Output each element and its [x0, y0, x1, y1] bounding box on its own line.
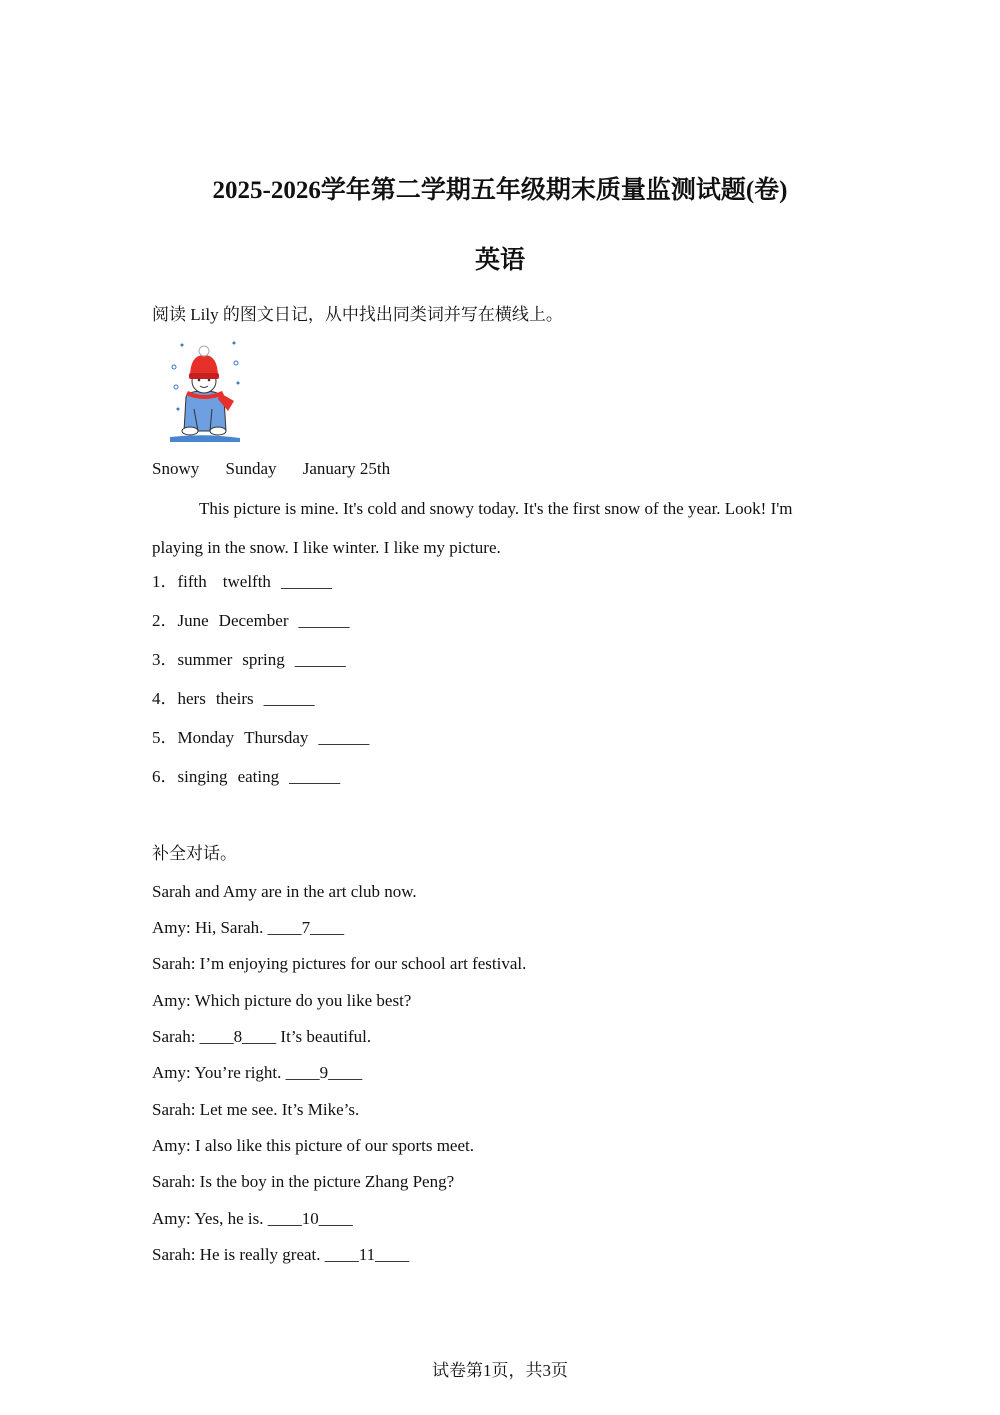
question-1: [152, 571, 332, 593]
question-number: 6．: [152, 767, 178, 786]
question-number: 5．: [152, 728, 178, 747]
dialogue-line: Amy: Hi, Sarah. ____7____: [152, 918, 345, 937]
dialogue-line: Sarah: ____8____ It’s beautiful.: [152, 1027, 372, 1046]
subject-title: 英语: [474, 247, 525, 274]
word: hers: [177, 689, 206, 708]
dialogue-line: Sarah: Let me see. It’s Mike’s.: [152, 1100, 360, 1119]
answer-blank[interactable]: ______: [280, 572, 332, 591]
diary-weather: Snowy: [152, 459, 200, 478]
question-number: 1．: [152, 572, 178, 591]
diary-picture: [168, 339, 242, 445]
answer-blank[interactable]: ______: [298, 611, 350, 630]
word: Monday: [177, 728, 235, 747]
dialogue-line: Amy: Which picture do you like best?: [152, 991, 412, 1010]
word: Thursday: [244, 728, 309, 747]
dialogue-line: Sarah: I’m enjoying pictures for our school art festival.: [152, 954, 527, 973]
word: fifth: [177, 572, 207, 591]
answer-blank[interactable]: ______: [263, 689, 315, 708]
section1-instruction: 阅读 Lily 的图文日记，从中找出同类词并写在横线上。: [152, 305, 563, 324]
word: singing: [177, 767, 228, 786]
dialogue-line: Amy: Yes, he is. ____10____: [152, 1209, 353, 1228]
dialogue-line: Sarah: He is really great. ____11____: [152, 1245, 410, 1264]
diary-date: January 25th: [302, 459, 391, 478]
question-5: [152, 727, 369, 749]
diary-day: Sunday: [225, 459, 277, 478]
word: twelfth: [222, 572, 271, 591]
dialogue-line: Sarah: Is the boy in the picture Zhang Peng?: [152, 1172, 455, 1191]
diary-header: [152, 458, 412, 480]
word: December: [218, 611, 289, 630]
word: spring: [242, 650, 285, 669]
dialogue-line: Amy: I also like this picture of our sports meet.: [152, 1136, 474, 1155]
diary-text: This picture is mine. It's cold and snowy today. It's the first snow of the year. Look! I'm playing in the snow. I like winter. I like my picture.: [152, 499, 793, 557]
dialogue-line: Amy: You’re right. ____9____: [152, 1063, 363, 1082]
question-3: [152, 649, 346, 671]
word: eating: [237, 767, 280, 786]
question-number: 4．: [152, 689, 178, 708]
exam-title: 2025-2026学年第二学期五年级期末质量监测试题(卷): [212, 177, 788, 204]
question-4: [152, 688, 315, 710]
section2-instruction: 补全对话。: [152, 844, 237, 863]
child-in-snow-illustration: [168, 339, 242, 445]
question-2: [152, 610, 350, 632]
question-6: [152, 766, 340, 788]
word: theirs: [215, 689, 254, 708]
page-footer: 试卷第1页，共3页: [432, 1361, 568, 1380]
question-number: 2．: [152, 611, 178, 630]
answer-blank[interactable]: ______: [289, 767, 341, 786]
word: summer: [177, 650, 233, 669]
dialogue-line: Sarah and Amy are in the art club now.: [152, 882, 417, 901]
answer-blank[interactable]: ______: [318, 728, 370, 747]
word: June: [177, 611, 209, 630]
question-number: 3．: [152, 650, 178, 669]
answer-blank[interactable]: ______: [294, 650, 346, 669]
